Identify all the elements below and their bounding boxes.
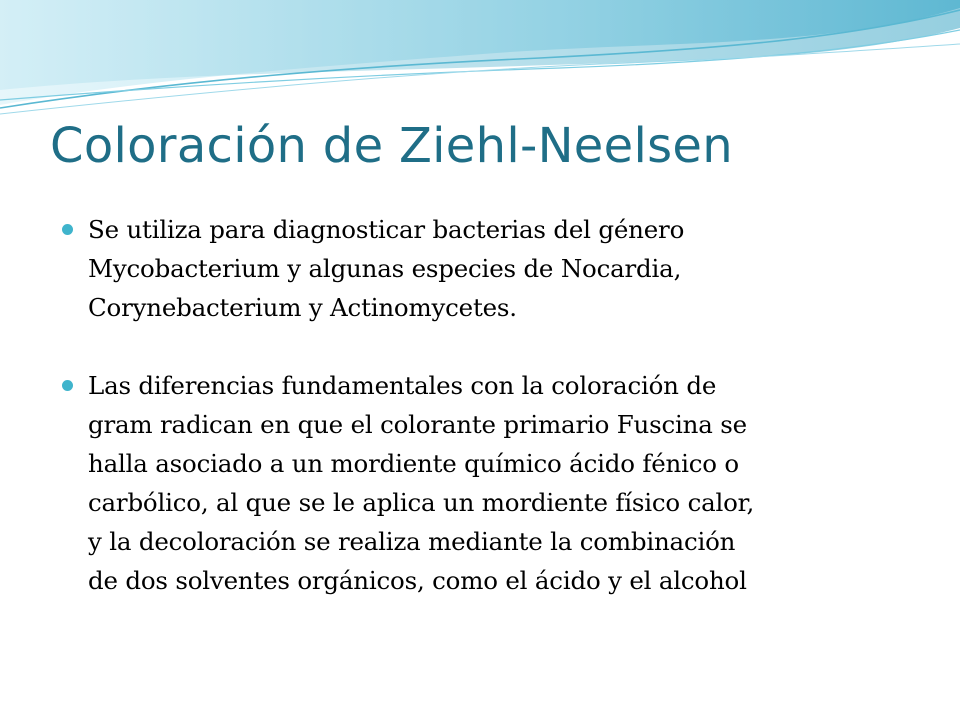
bullet-text-line: Se utiliza para diagnosticar bacterias del género <box>88 215 685 244</box>
bullet-item <box>62 366 922 600</box>
bullet-text-line: Mycobacterium y algunas especies de Nocardia, <box>88 254 682 283</box>
bullet-text-line: carbólico, al que se le aplica un mordiente físico calor, <box>88 488 755 517</box>
bullet-text-line: Corynebacterium y Actinomycetes. <box>88 293 517 322</box>
bullet-text-line: gram radican en que el colorante primario Fuscina se <box>88 410 747 439</box>
bullet-list <box>62 210 922 600</box>
bullet-text-line: de dos solventes orgánicos, como el ácido y el alcohol <box>88 566 747 595</box>
slide-title: Coloración de Ziehl-Neelsen <box>50 118 733 174</box>
bullet-text-line: y la decoloración se realiza mediante la combinación <box>88 527 736 556</box>
header-wave-decoration <box>0 0 960 130</box>
bullet-dot-icon <box>62 380 73 391</box>
bullet-text-line: Las diferencias fundamentales con la coloración de <box>88 371 717 400</box>
bullet-dot-icon <box>62 224 73 235</box>
wave-band-front <box>0 0 960 90</box>
bullet-text-line: halla asociado a un mordiente químico ácido fénico o <box>88 449 739 478</box>
bullet-item <box>62 210 922 327</box>
